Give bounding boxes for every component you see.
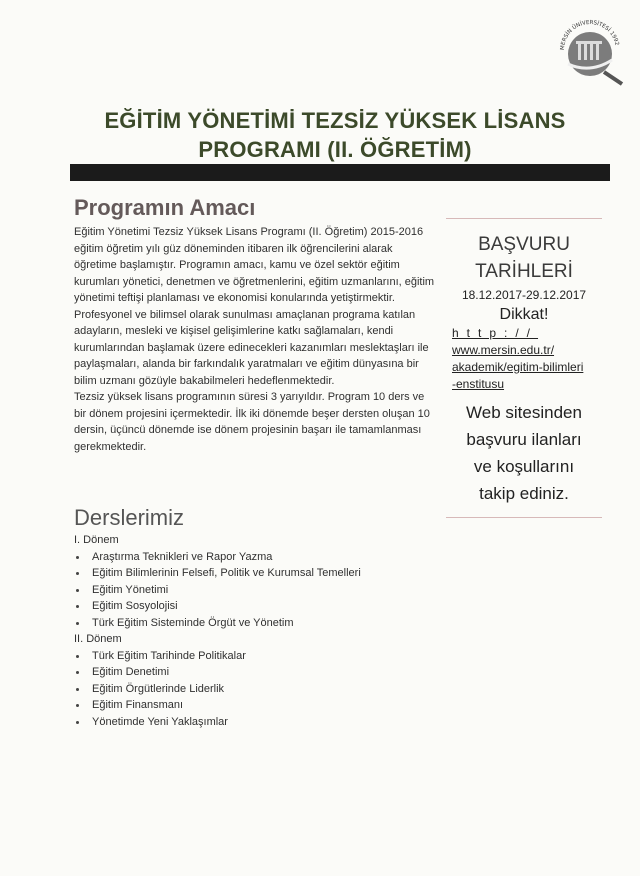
link-line-4[interactable]: -enstitusu	[452, 377, 505, 391]
course-list	[74, 532, 474, 730]
application-dates: 18.12.2017-29.12.2017	[461, 288, 587, 302]
section-heading-dersler: Derslerimiz	[74, 505, 184, 530]
list-item: Eğitim Denetimi	[74, 664, 474, 681]
amac-paragraph: Tezsiz yüksek lisans programının süresi 3 yarıyıldır. Program 10 ders ve bir dönem projesini içermektedir. İlk iki dönemde beşer dersten oluşan 10 dersin, üçüncü dönemde ise dönem projesinin başarı ile tamamlanması gerekmektedir.	[74, 391, 430, 453]
list-item: Araştırma Teknikleri ve Rapor Yazma	[74, 549, 474, 566]
list-item: Yönetimde Yeni Yaklaşımlar	[74, 714, 474, 731]
link-line-3[interactable]: akademik/egitim-bilimleri	[452, 360, 584, 374]
list-item: Eğitim Örgütlerinde Liderlik	[74, 681, 474, 698]
list-item: Türk Eğitim Tarihinde Politikalar	[74, 648, 474, 665]
note-line-2: başvuru ilanları	[466, 430, 582, 449]
term2-course-list	[74, 648, 474, 731]
sidebox-title	[446, 231, 602, 285]
list-item: Türk Eğitim Sisteminde Örgüt ve Yönetim	[74, 615, 474, 632]
note-line-1: Web sitesinden	[466, 403, 582, 422]
list-item: Eğitim Sosyolojisi	[74, 598, 474, 615]
term1-course-list	[74, 549, 474, 632]
amac-paragraph: Eğitim Yönetimi Tezsiz Yüksek Lisans Programı (II. Öğretim) 2015-2016 eğitim öğretim yılı güz döneminden itibaren ilk öğrencilerini alarak öğretime başlamıştır. Programın amacı, kamu ve özel sektör eğitim kurumları yönetici, denetmen ve öğretmenlerini, eğitim uzmanlarını, eğitim yönetimi teftişi planlaması ve ekonomisi konularında yetiştirmektir. Profesyonel ve bilimsel olarak sunulması amaçlanan programa katılan adayların, mesleki ve kişisel gelişimlerine katkı sağlamaları, kendi kurumlarından başlamak üzere edinecekleri kazanımları meslektaşları ile paylaşmaları, alanda bir farkındalık yaratmaları ve eğitim dünyasına bir bilim uzmanı gözüyle bakabilmeleri hedeflenmektedir.	[74, 226, 435, 387]
term-label: II. Dönem	[74, 633, 122, 645]
section-heading-amac: Programın Amacı	[74, 195, 256, 220]
title-divider-bar	[70, 164, 610, 181]
website-link[interactable]	[446, 325, 602, 393]
note-line-3: ve koşullarını	[473, 457, 575, 476]
term-label: I. Dönem	[74, 534, 119, 546]
logo-text: MERSİN ÜNİVERSİTESİ 1992	[559, 19, 620, 51]
page-title	[60, 106, 610, 164]
sidebox-title-line-1: BAŞVURU	[478, 234, 570, 255]
list-item: Eğitim Yönetimi	[74, 582, 474, 599]
title-line-2: PROGRAMI (II. ÖĞRETİM)	[198, 137, 472, 162]
list-item: Eğitim Finansmanı	[74, 697, 474, 714]
amac-text	[74, 224, 436, 455]
sidebox-note	[446, 399, 602, 507]
sidebox-title-line-2: TARİHLERİ	[475, 261, 573, 282]
university-logo	[554, 14, 626, 86]
attention-text: Dikkat!	[499, 306, 549, 323]
link-line-2[interactable]: www.mersin.edu.tr/	[452, 343, 555, 357]
link-line-1[interactable]: http://	[452, 326, 539, 340]
list-item: Eğitim Bilimlerinin Felsefi, Politik ve Kurumsal Temelleri	[74, 565, 474, 582]
title-line-1: EĞİTİM YÖNETİMİ TEZSİZ YÜKSEK LİSANS	[104, 108, 566, 133]
application-info-box	[446, 218, 602, 518]
note-line-4: takip ediniz.	[479, 484, 569, 503]
